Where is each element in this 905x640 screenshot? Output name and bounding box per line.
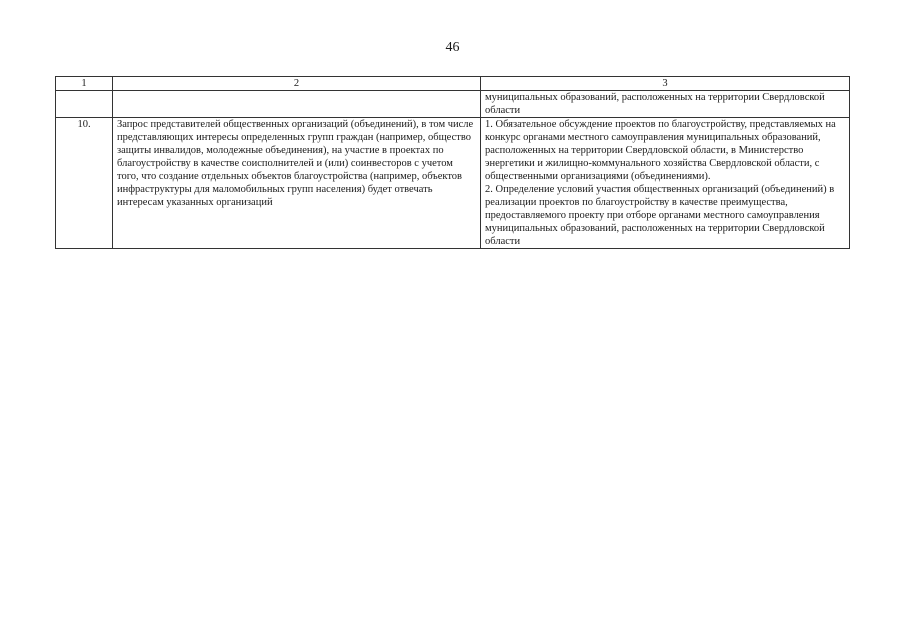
cell-number <box>56 91 113 118</box>
table-row-continuation <box>56 91 850 118</box>
cell-number: 10. <box>56 118 113 249</box>
header-col-3: 3 <box>481 77 850 91</box>
measures-table <box>55 76 850 249</box>
cell-measures <box>481 118 850 249</box>
measure-item-1: 1. Обязательное обсуждение проектов по благоустройству, представляемых на конкурс органами местного самоуправления муниципальных образований, расположенных на территории Свердловской области, в Министерство энергетики и жилищно-коммунального хозяйства Свердловской области, с общественными организациями (объединениями). <box>485 119 836 182</box>
cell-description: Запрос представителей общественных организаций (объединений), в том числе представляющих интересы определенных групп граждан (например, общество защиты инвалидов, молодежные объединения), на участие в проектах по благоустройству в качестве соисполнителей и (или) соинвесторов с учетом того, что создание отдельных объектов благоустройства (например, объектов инфраструктуры для маломобильных групп населения) будет отвечать интересам указанных организаций <box>113 118 481 249</box>
header-col-1: 1 <box>56 77 113 91</box>
page-number: 46 <box>445 40 460 55</box>
cell-description <box>113 91 481 118</box>
header-col-2: 2 <box>113 77 481 91</box>
cell-measures: муниципальных образований, расположенных на территории Свердловской области <box>481 91 850 118</box>
measure-item-2: 2. Определение условий участия общественных организаций (объединений) в реализации проектов по благоустройству в качестве преимущества, предоставляемого проекту при отборе органами местного самоуправления муниципальных образований, расположенных на территории Свердловской области <box>485 184 835 247</box>
table-header-row <box>56 77 850 91</box>
table-row-10 <box>56 118 850 249</box>
